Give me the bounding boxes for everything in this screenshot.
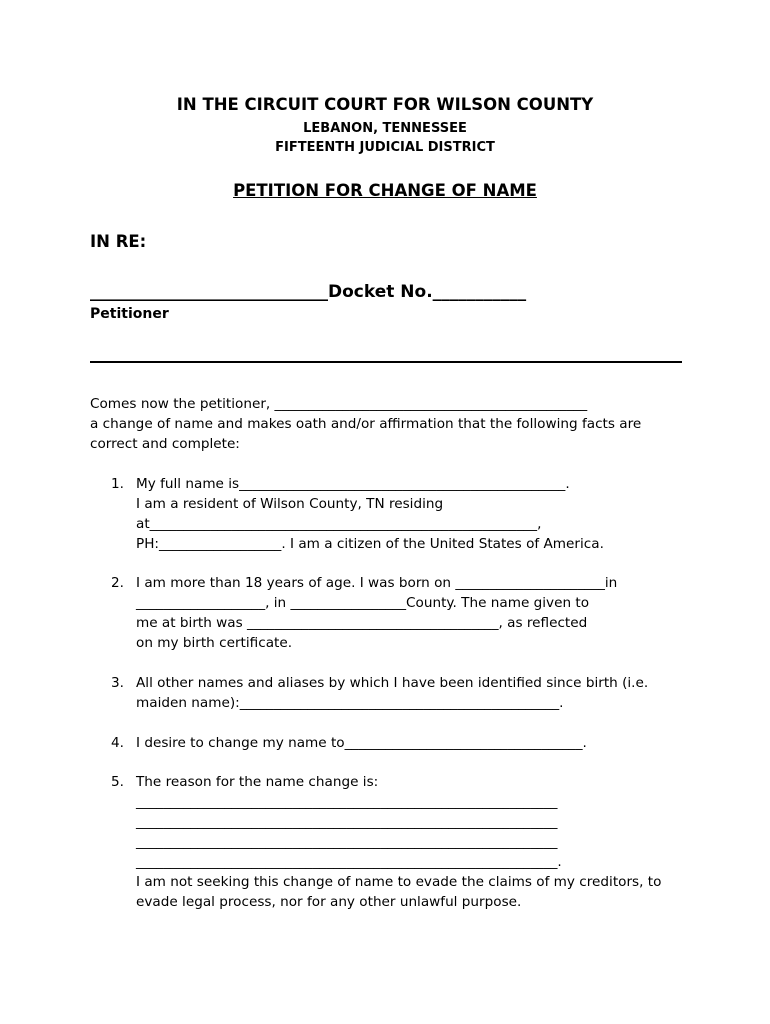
item-new-name[interactable]: I desire to change my name to___________________________________. — [136, 735, 587, 751]
court-district: FIFTEENTH JUDICIAL DISTRICT — [275, 140, 495, 155]
item-number-4: 4. — [111, 735, 124, 751]
item-number-3: 3. — [111, 675, 124, 691]
petitioner-label: Petitioner — [90, 306, 169, 322]
in-re-label: IN RE: — [90, 232, 147, 251]
intro-paragraph[interactable]: Comes now the petitioner, ______________________________________________ a change of name and makes oath and/or affirmation that the following facts are correct and complete: — [90, 396, 642, 452]
item-reason[interactable]: The reason for the name change is: ______________________________________________________________ ______________________________________________________________ ______________________________________________________________ ______________________________________________________________. I am not seeking this change of name to evade the claims of my creditors, to evade legal process, nor for any other unlawful purpose. — [136, 774, 662, 910]
item-birth-details[interactable]: I am more than 18 years of age. I was born on ______________________in ___________________, in _________________County. The name given to me at birth was _____________________________________, as reflected on my birth certificate. — [136, 575, 618, 651]
item-number-1: 1. — [111, 476, 124, 492]
item-full-name-residence[interactable]: My full name is________________________________________________. I am a resident of Wilson County, TN residing at_________________________________________________________, PH:__________________. I am a citizen of the United States of America. — [136, 476, 604, 552]
item-aliases[interactable]: All other names and aliases by which I have been identified since birth (i.e. maiden name):_______________________________________________. — [136, 675, 649, 711]
item-number-5: 5. — [111, 774, 124, 790]
petitioner-docket-line[interactable]: ____________________________Docket No.___________ — [90, 282, 527, 302]
item-number-2: 2. — [111, 575, 124, 591]
petition-title: PETITION FOR CHANGE OF NAME — [233, 181, 537, 200]
court-title: IN THE CIRCUIT COURT FOR WILSON COUNTY — [176, 95, 594, 114]
separator-rule — [90, 361, 682, 363]
court-city: LEBANON, TENNESSEE — [303, 121, 467, 136]
